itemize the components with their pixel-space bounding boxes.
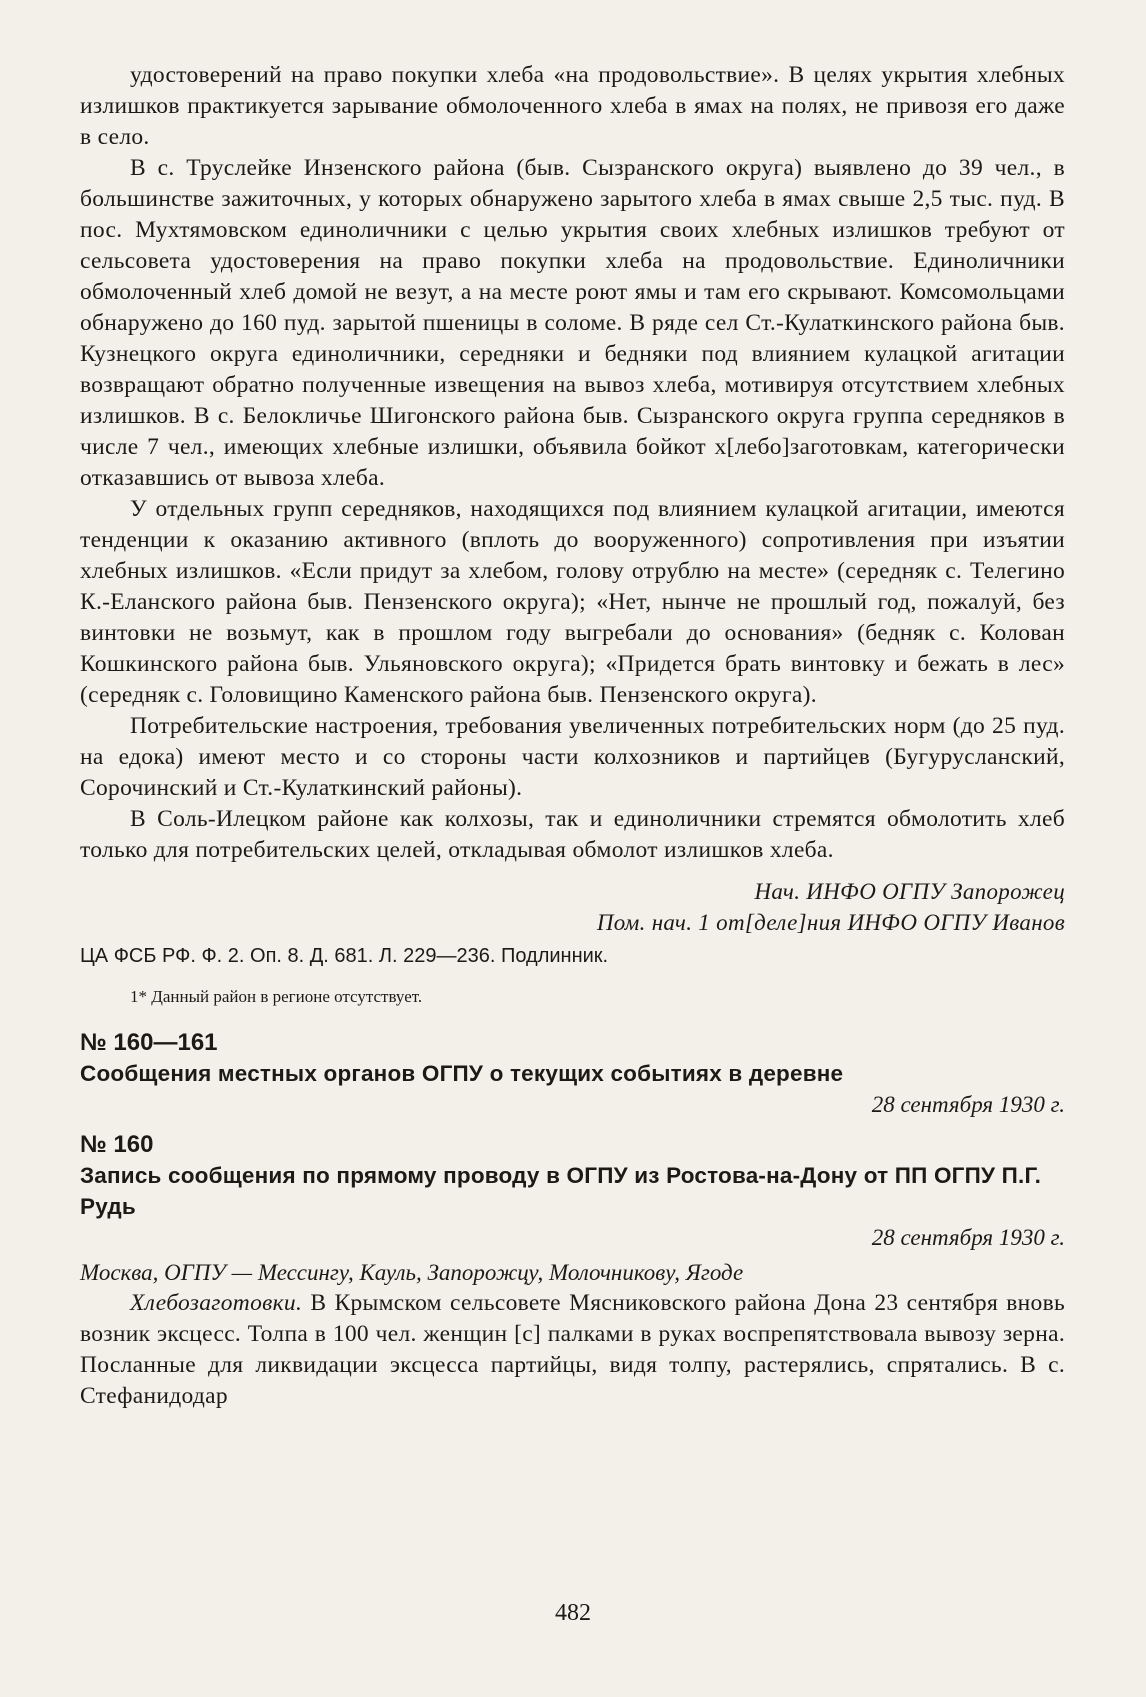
doc-group-date: 28 сентября 1930 г. — [871, 1092, 1065, 1117]
doc-group-number: № 160—161 — [80, 1029, 218, 1056]
paragraph-2: В с. Труслейке Инзенского района (быв. Сызранского округа) выявлено до 39 чел., в большинстве зажиточных, у которых обнаружено зарытого хлеба в ямах свыше 2,5 тыс. пуд. В пос. Мухтямовском единоличники с целью укрытия своих хлебных излишков требуют от сельсовета удостоверения на право покупки хлеба на продовольствие. Единоличники обмолоченный хлеб домой не везут, а на месте роют ямы и там его скрывают. Комсомольцами обнаружено до 160 пуд. зарытой пшеницы в соломе. В ряде сел Ст.-Кулаткинского района быв. Кузнецкого округа единоличники, середняки и бедняки под влиянием кулацкой агитации возвращают обратно полученные извещения на вывоз хлеба, мотивируя отсутствием хлебных излишков. В с. Белокличье Шигонского района быв. Сызранского округа группа середняков в числе 7 чел., имеющих хлебные излишки, объявила бойкот х[лебо]заготовкам, категорически отказавшись от вывоза хлеба. — [80, 155, 1065, 491]
doc-address: Москва, ОГПУ — Мессингу, Кауль, Запорожцу, Молочникову, Ягоде — [80, 1260, 744, 1285]
doc-body: В Крымском сельсовете Мясниковского района Дона 23 сентября вновь возник эксцесс. Толпа в 100 чел. женщин [с] палками в руках воспрепятствовала вывозу зерна. Посланные для ликвидации эксцесса партийцы, видя толпу, растерялись, спрятались. В с. Стефанидодар — [80, 1290, 1065, 1409]
page-content — [80, 60, 1065, 1412]
doc-title: Запись сообщения по прямому проводу в ОГПУ из Ростова-на-Дону от ПП ОГПУ П.Г. Рудь — [80, 1163, 1042, 1219]
doc-lead: Хлебозаготовки. — [130, 1290, 303, 1316]
footnote: 1* Данный район в регионе отсутствует. — [130, 987, 423, 1006]
doc-number: № 160 — [80, 1131, 154, 1158]
doc-body-paragraph — [80, 1288, 1065, 1412]
page-number: 482 — [555, 1600, 591, 1626]
paragraph-3: У отдельных групп середняков, находящихся под влиянием кулацкой агитации, имеются тенденции к оказанию активного (вплоть до вооруженного) сопротивления при изъятии хлебных излишков. «Если придут за хлебом, голову отрублю на месте» (середняк с. Телегино К.-Еланского района быв. Пензенского округа); «Нет, нынче не прошлый год, пожалуй, без винтовки не возьмут, как в прошлом году выгребали до основания» (бедняк с. Колован Кошкинского района быв. Ульяновского округа); «Придется брать винтовку и бежать в лес» (середняк с. Головищино Каменского района быв. Пензенского округа). — [80, 496, 1065, 708]
paragraph-1: удостоверений на право покупки хлеба «на продовольствие». В целях укрытия хлебных излишков практикуется зарывание обмолоченного хлеба в ямах на полях, не привозя его даже в село. — [80, 62, 1065, 150]
doc-group-title: Сообщения местных органов ОГПУ о текущих событиях в деревне — [80, 1061, 844, 1086]
paragraph-5: В Соль-Илецком районе как колхозы, так и единоличники стремятся обмолотить хлеб только для потребительских целей, откладывая обмолот излишков хлеба. — [80, 806, 1065, 863]
signature-head: Нач. ИНФО ОГПУ Запорожец — [754, 879, 1065, 904]
paragraph-4: Потребительские настроения, требования увеличенных потребительских норм (до 25 пуд. на едока) имеют место и со стороны части колхозников и партийцев (Бугурусланский, Сорочинский и Ст.-Кулаткинский районы). — [80, 713, 1065, 801]
doc-date: 28 сентября 1930 г. — [871, 1225, 1065, 1250]
archive-source: ЦА ФСБ РФ. Ф. 2. Оп. 8. Д. 681. Л. 229—236. Подлинник. — [80, 945, 609, 967]
signature-deputy: Пом. нач. 1 от[деле]ния ИНФО ОГПУ Иванов — [596, 910, 1065, 935]
